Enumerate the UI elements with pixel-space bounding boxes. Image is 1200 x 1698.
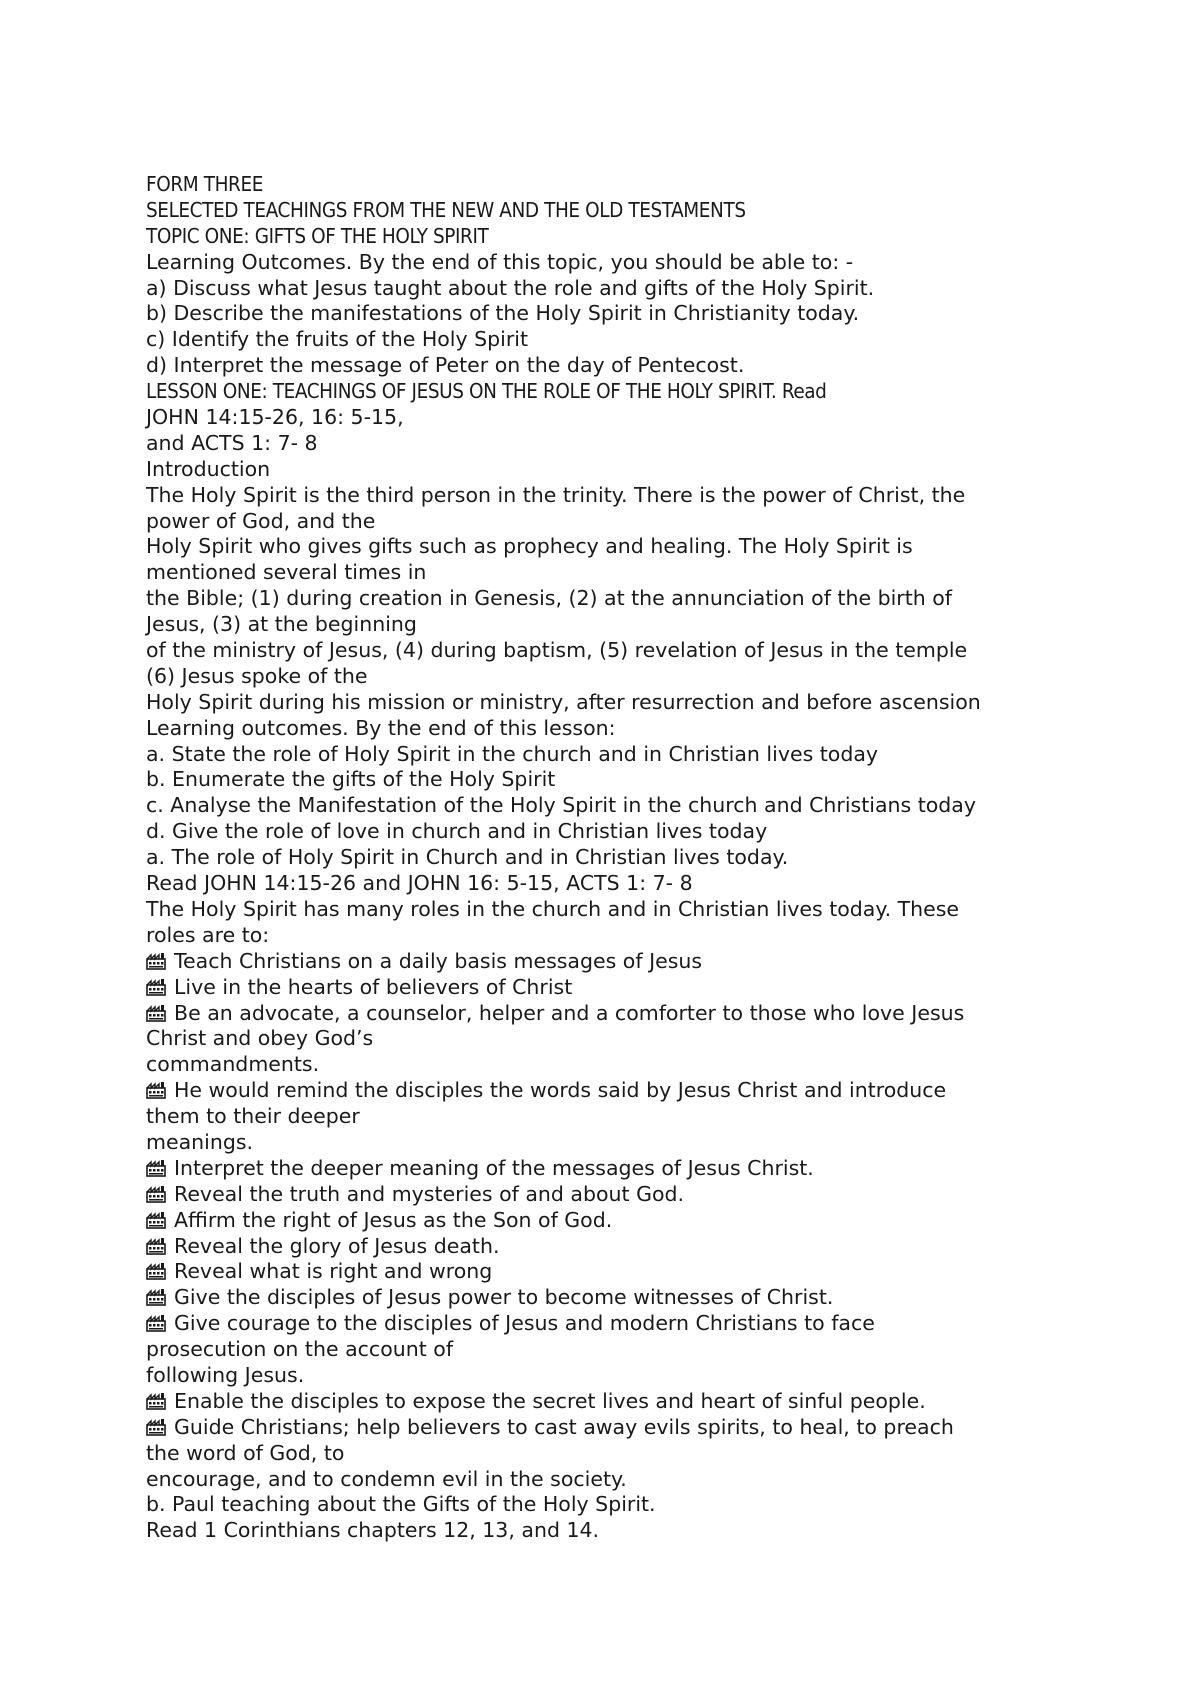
section-a-heading: a. The role of Holy Spirit in Church and in Christian lives today. xyxy=(146,845,789,870)
topic-outcome-b: b) Describe the manifestations of the Holy Spirit in Christianity today. xyxy=(146,301,860,326)
role-text: meanings. xyxy=(146,1129,254,1154)
role-text: prosecution on the account of xyxy=(146,1337,454,1362)
topic-outcome-d: d) Interpret the message of Peter on the day of Pentecost. xyxy=(146,353,745,378)
role-list-item-continuation xyxy=(146,1441,1086,1467)
role-list-item-continuation xyxy=(146,1052,1086,1078)
factory-glyph-icon xyxy=(146,1392,168,1410)
role-list-item xyxy=(146,1078,1086,1104)
introduction-line: power of God, and the xyxy=(146,508,376,533)
role-text: them to their deeper xyxy=(146,1104,360,1129)
introduction-label: Introduction xyxy=(146,456,271,481)
role-list-item xyxy=(146,1389,1086,1415)
roles-list xyxy=(146,949,1086,1493)
factory-glyph-icon xyxy=(146,952,168,970)
role-text: commandments. xyxy=(146,1052,320,1077)
role-text: following Jesus. xyxy=(146,1362,305,1387)
role-list-item xyxy=(146,1234,1086,1260)
role-list-item xyxy=(146,949,1086,975)
lesson-outcomes-intro: Learning outcomes. By the end of this lesson: xyxy=(146,715,616,740)
factory-glyph-icon xyxy=(146,1262,168,1280)
role-list-item xyxy=(146,1415,1086,1441)
introduction-line: mentioned several times in xyxy=(146,560,427,585)
lesson-outcome-c: c. Analyse the Manifestation of the Holy Spirit in the church and Christians today xyxy=(146,793,976,818)
factory-glyph-icon xyxy=(146,1418,168,1436)
topic-outcome-c: c) Identify the fruits of the Holy Spirit xyxy=(146,327,529,352)
topic-outcomes-intro: Learning Outcomes. By the end of this topic, you should be able to: - xyxy=(146,249,854,274)
role-text: the word of God, to xyxy=(146,1440,345,1465)
role-text: Teach Christians on a daily basis messages of Jesus xyxy=(174,948,703,973)
role-text: Enable the disciples to expose the secret lives and heart of sinful people. xyxy=(174,1388,926,1413)
introduction-line: Holy Spirit who gives gifts such as prophecy and healing. The Holy Spirit is xyxy=(146,534,913,559)
factory-glyph-icon xyxy=(146,1314,168,1332)
role-text: Reveal the glory of Jesus death. xyxy=(174,1233,500,1258)
role-text: Live in the hearts of believers of Christ xyxy=(174,974,573,999)
role-text: encourage, and to condemn evil in the society. xyxy=(146,1466,627,1491)
role-list-item xyxy=(146,975,1086,1001)
lesson-heading-line: JOHN 14:15-26, 16: 5-15, xyxy=(146,405,404,430)
lesson-outcome-a: a. State the role of Holy Spirit in the church and in Christian lives today xyxy=(146,741,879,766)
factory-glyph-icon xyxy=(146,1288,168,1306)
role-list-item-continuation xyxy=(146,1026,1086,1052)
section-a-intro-line: The Holy Spirit has many roles in the church and in Christian lives today. These xyxy=(146,896,960,921)
role-list-item xyxy=(146,1311,1086,1337)
role-text: Reveal the truth and mysteries of and about God. xyxy=(174,1181,685,1206)
introduction-line: the Bible; (1) during creation in Genesis, (2) at the annunciation of the birth of xyxy=(146,586,953,611)
section-a-reading: Read JOHN 14:15-26 and JOHN 16: 5-15, ACTS 1: 7- 8 xyxy=(146,871,693,896)
factory-glyph-icon xyxy=(146,1004,168,1022)
lesson-outcome-d: d. Give the role of love in church and in Christian lives today xyxy=(146,819,768,844)
role-text: Give the disciples of Jesus power to become witnesses of Christ. xyxy=(174,1285,834,1310)
factory-glyph-icon xyxy=(146,978,168,996)
document-title: SELECTED TEACHINGS FROM THE NEW AND THE OLD TESTAMENTS xyxy=(146,197,746,222)
factory-glyph-icon xyxy=(146,1159,168,1177)
role-list-item-continuation xyxy=(146,1467,1086,1493)
factory-glyph-icon xyxy=(146,1211,168,1229)
introduction-line: Jesus, (3) at the beginning xyxy=(146,612,417,637)
role-list-item xyxy=(146,1208,1086,1234)
topic-outcome-a: a) Discuss what Jesus taught about the role and gifts of the Holy Spirit. xyxy=(146,275,875,300)
role-text: Give courage to the disciples of Jesus and modern Christians to face xyxy=(174,1311,875,1336)
role-list-item xyxy=(146,1156,1086,1182)
role-text: Reveal what is right and wrong xyxy=(174,1259,493,1284)
form-label: FORM THREE xyxy=(146,172,263,196)
introduction-line: The Holy Spirit is the third person in the trinity. There is the power of Christ, the xyxy=(146,482,966,507)
section-b-reading: Read 1 Corinthians chapters 12, 13, and 14. xyxy=(146,1518,600,1543)
role-list-item xyxy=(146,1182,1086,1208)
introduction-line: (6) Jesus spoke of the xyxy=(146,663,368,688)
role-list-item-continuation xyxy=(146,1104,1086,1130)
role-text: He would remind the disciples the words said by Jesus Christ and introduce xyxy=(174,1078,947,1103)
lesson-outcome-b: b. Enumerate the gifts of the Holy Spirit xyxy=(146,767,556,792)
section-a-intro-line: roles are to: xyxy=(146,922,270,947)
role-list-item-continuation xyxy=(146,1337,1086,1363)
role-text: Christ and obey God’s xyxy=(146,1026,374,1051)
lesson-heading-line: and ACTS 1: 7- 8 xyxy=(146,430,318,455)
topic-heading: TOPIC ONE: GIFTS OF THE HOLY SPIRIT xyxy=(146,223,489,248)
factory-glyph-icon xyxy=(146,1237,168,1255)
role-text: Guide Christians; help believers to cast away evils spirits, to heal, to preach xyxy=(174,1414,954,1439)
role-list-item-continuation xyxy=(146,1363,1086,1389)
role-list-item xyxy=(146,1001,1086,1027)
role-text: Interpret the deeper meaning of the messages of Jesus Christ. xyxy=(174,1155,814,1180)
introduction-line: Holy Spirit during his mission or ministry, after resurrection and before ascension xyxy=(146,689,981,714)
role-list-item-continuation xyxy=(146,1130,1086,1156)
introduction-line: of the ministry of Jesus, (4) during baptism, (5) revelation of Jesus in the temple xyxy=(146,638,968,663)
lesson-heading-line: LESSON ONE: TEACHINGS OF JESUS ON THE ROLE OF THE HOLY SPIRIT. Read xyxy=(146,379,827,404)
role-text: Be an advocate, a counselor, helper and a comforter to those who love Jesus xyxy=(174,1000,965,1025)
factory-glyph-icon xyxy=(146,1185,168,1203)
role-text: Affirm the right of Jesus as the Son of God. xyxy=(174,1207,613,1232)
factory-glyph-icon xyxy=(146,1081,168,1099)
document-body xyxy=(146,172,1086,1544)
role-list-item xyxy=(146,1259,1086,1285)
role-list-item xyxy=(146,1285,1086,1311)
section-b-heading: b. Paul teaching about the Gifts of the Holy Spirit. xyxy=(146,1492,656,1517)
